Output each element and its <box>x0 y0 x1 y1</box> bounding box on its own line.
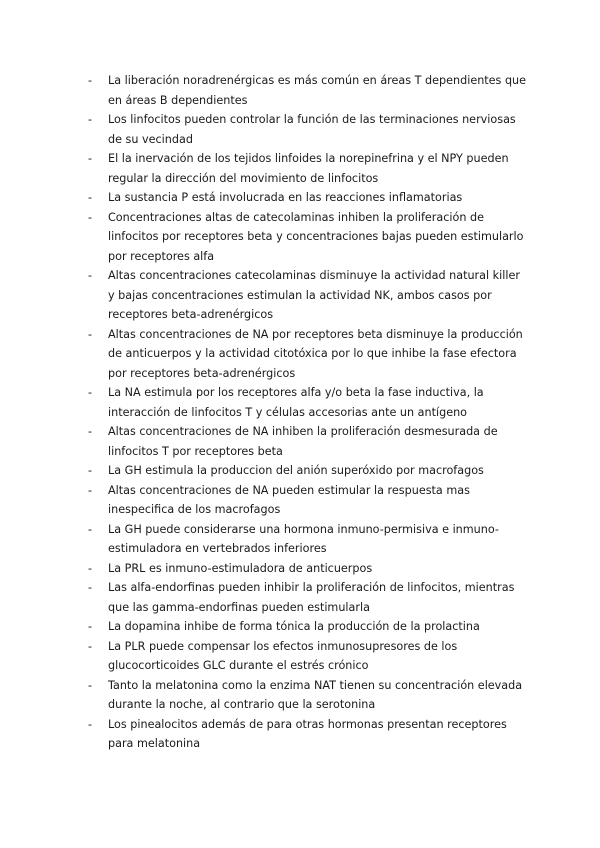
dash-bullet-icon: - <box>88 113 93 126</box>
dash-bullet-icon: - <box>88 464 93 477</box>
dash-bullet-icon: - <box>88 191 93 204</box>
list-item-text: La GH puede considerarse una hormona inmuno-permisiva e inmuno-estimuladora en vertebrados inferiores <box>108 522 499 555</box>
list-item <box>88 325 528 384</box>
list-item-text: Las alfa-endorfinas pueden inhibir la proliferación de linfocitos, mientras que las gamma-endorfinas pueden estimularla <box>108 581 515 614</box>
list-item <box>88 110 528 149</box>
list-item <box>88 481 528 520</box>
list-item-text: La sustancia P está involucrada en las reacciones inflamatorias <box>108 191 463 204</box>
list-item <box>88 188 528 208</box>
list-item <box>88 578 528 617</box>
list-item-text: Los pinealocitos además de para otras hormonas presentan receptores para melatonina <box>108 717 507 750</box>
list-item-text: La NA estimula por los receptores alfa y/o beta la fase inductiva, la interacción de linfocitos T y células accesorias ante un antígeno <box>108 386 484 419</box>
list-item-text: Tanto la melatonina como la enzima NAT tienen su concentración elevada durante la noche, al contrario que la serotonina <box>108 678 523 711</box>
list-item-text: Concentraciones altas de catecolaminas inhiben la proliferación de linfocitos por receptores beta y concentraciones bajas pueden estimularlo por receptores alfa <box>108 210 524 263</box>
bullet-list <box>88 71 528 754</box>
list-item <box>88 617 528 637</box>
dash-bullet-icon: - <box>88 678 93 692</box>
list-item-text: La PLR puede compensar los efectos inmunosupresores de los glucocorticoides GLC durante el estrés crónico <box>108 639 458 672</box>
list-item-text: El la inervación de los tejidos linfoides la norepinefrina y el NPY pueden regular la dirección del movimiento de linfocitos <box>108 152 509 185</box>
list-item <box>88 520 528 559</box>
dash-bullet-icon: - <box>88 581 93 594</box>
list-item-text: La dopamina inhibe de forma tónica la producción de la prolactina <box>108 620 480 633</box>
dash-bullet-icon: - <box>88 522 93 536</box>
dash-bullet-icon: - <box>88 620 93 633</box>
list-item <box>88 422 528 461</box>
list-item <box>88 559 528 579</box>
dash-bullet-icon: - <box>88 561 93 575</box>
list-item-text: La PRL es inmuno-estimuladora de anticuerpos <box>108 561 373 575</box>
list-item <box>88 383 528 422</box>
dash-bullet-icon: - <box>88 327 93 341</box>
list-item <box>88 208 528 267</box>
list-item-text: Altas concentraciones de NA inhiben la proliferación desmesurada de linfocitos T por receptores beta <box>108 425 498 458</box>
dash-bullet-icon: - <box>88 269 93 282</box>
list-item-text: Los linfocitos pueden controlar la función de las terminaciones nerviosas de su vecindad <box>108 113 516 146</box>
list-item <box>88 676 528 715</box>
list-item-text: Altas concentraciones de NA por receptores beta disminuye la producción de anticuerpos y la actividad citotóxica por lo que inhibe la fase efectora por receptores beta-adrenérgicos <box>108 327 523 380</box>
list-item <box>88 71 528 110</box>
list-item-text: La GH estimula la produccion del anión superóxido por macrofagos <box>108 464 484 477</box>
dash-bullet-icon: - <box>88 483 93 497</box>
list-item <box>88 266 528 325</box>
list-item-text: Altas concentraciones de NA pueden estimular la respuesta mas inespecifica de los macrofagos <box>108 483 470 516</box>
list-item <box>88 715 528 754</box>
list-item <box>88 461 528 481</box>
dash-bullet-icon: - <box>88 74 93 87</box>
dash-bullet-icon: - <box>88 210 93 224</box>
list-item-text: La liberación noradrenérgicas es más común en áreas T dependientes que en áreas B dependientes <box>108 74 527 107</box>
list-item-text: Altas concentraciones catecolaminas disminuye la actividad natural killer y bajas concentraciones estimulan la actividad NK, ambos casos por receptores beta-adrenérgicos <box>108 269 520 321</box>
dash-bullet-icon: - <box>88 386 93 399</box>
dash-bullet-icon: - <box>88 425 93 438</box>
list-item <box>88 637 528 676</box>
dash-bullet-icon: - <box>88 152 93 165</box>
dash-bullet-icon: - <box>88 717 93 731</box>
list-item <box>88 149 528 188</box>
dash-bullet-icon: - <box>88 639 93 653</box>
